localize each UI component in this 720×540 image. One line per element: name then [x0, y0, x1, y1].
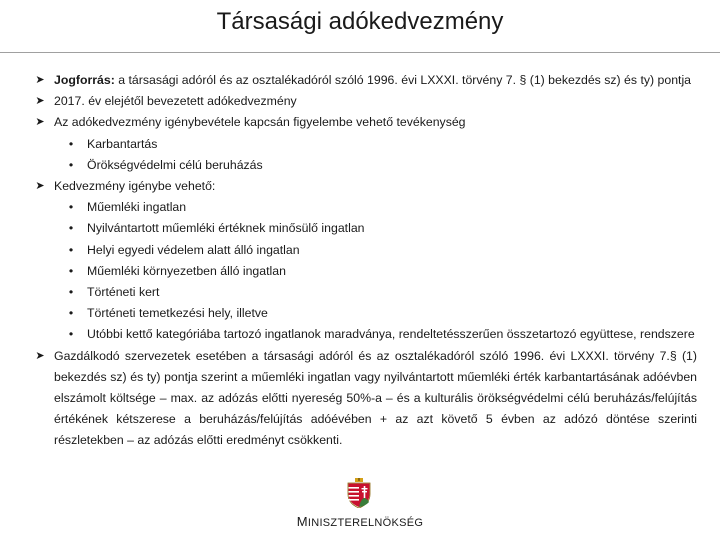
sub-list-item: [33, 134, 697, 155]
footer-brand: [0, 514, 720, 529]
list-item: [33, 70, 697, 91]
sub-list-item: [33, 155, 697, 176]
footer-initial: M: [296, 514, 308, 529]
arrowhead-bullet-icon: ➤: [35, 180, 45, 193]
source-label: Jogforrás:: [54, 73, 115, 87]
arrowhead-bullet-icon: ➤: [35, 116, 45, 129]
sub-list-item: [33, 218, 697, 239]
sub-list-item: [33, 303, 697, 324]
dot-bullet-icon: •: [68, 157, 74, 172]
list-item: [33, 176, 697, 197]
list-item-text: 2017. év elejétől bevezetett adókedvezmény: [54, 94, 297, 109]
list-item-text: Az adókedvezmény igénybevétele kapcsán figyelembe vehető tevékenység: [54, 115, 466, 130]
dot-bullet-icon: •: [68, 221, 74, 236]
dot-bullet-icon: •: [68, 136, 74, 151]
sub-list-item: [33, 197, 697, 218]
sub-list-item: [33, 240, 697, 261]
list-item: [33, 91, 697, 112]
sub-list-item-text: Örökségvédelmi célú beruházás: [87, 157, 263, 172]
sub-list-item-text: Történeti kert: [87, 285, 160, 300]
footer-text: INISZTERELNÖKSÉG: [307, 517, 424, 529]
content-list: [33, 70, 697, 452]
list-item-text: Gazdálkodó szervezetek esetében a társasági adóról és az osztalékadóról szóló 1996. évi LXXXI. törvény 7.§ (1) bekezdés sz) és ty) pontja szerint a műemléki ingatlan vagy nyilvántartott műemléki érték karbantartásának adóévben elszámolt költsége – max. az adózás előtti nyereség 50%-a – és a kulturális örökségvédelmi célú beruházás/felújítás értékének kétszerese a beruházás/felújítás adóévében + az azt követő 5 évben az adózó döntése szerinti részletekben – az adózás előtti eredményt csökkenti.: [54, 348, 697, 448]
hungarian-coat-of-arms-icon: [346, 478, 372, 508]
sub-list-item: [33, 282, 697, 303]
page-title: Társasági adókedvezmény: [216, 8, 504, 35]
title-divider: [0, 52, 720, 53]
dot-bullet-icon: •: [68, 327, 74, 342]
dot-bullet-icon: •: [68, 200, 74, 215]
arrowhead-bullet-icon: ➤: [35, 349, 45, 362]
list-item-text: a társasági adóról és az osztalékadóról szóló 1996. évi LXXXI. törvény 7. § (1) bekezdés sz) és ty) pontja: [114, 73, 692, 87]
dot-bullet-icon: •: [68, 242, 74, 257]
list-item-text: Kedvezmény igénybe vehető:: [54, 179, 216, 194]
sub-list-item-text: Történeti temetkezési hely, illetve: [87, 306, 268, 321]
sub-list-item-text: Helyi egyedi védelem alatt álló ingatlan: [87, 242, 300, 257]
list-item: [33, 346, 697, 452]
sub-list-item: [33, 324, 697, 345]
sub-list-item-text: Műemléki környezetben álló ingatlan: [87, 263, 286, 278]
sub-list-item: [33, 261, 697, 282]
arrowhead-bullet-icon: ➤: [35, 95, 45, 108]
sub-list-item-text: Utóbbi kettő kategóriába tartozó ingatlanok maradványa, rendeltetésszerűen összetartozó együttese, rendszere: [87, 327, 695, 342]
sub-list-item-text: Nyilvántartott műemléki értéknek minősülő ingatlan: [87, 221, 365, 236]
arrowhead-bullet-icon: ➤: [35, 74, 45, 86]
list-item: [33, 112, 697, 133]
sub-list-item-text: Műemléki ingatlan: [87, 200, 187, 215]
dot-bullet-icon: •: [68, 263, 74, 278]
dot-bullet-icon: •: [68, 285, 74, 300]
dot-bullet-icon: •: [68, 306, 74, 321]
sub-list-item-text: Karbantartás: [87, 136, 158, 151]
